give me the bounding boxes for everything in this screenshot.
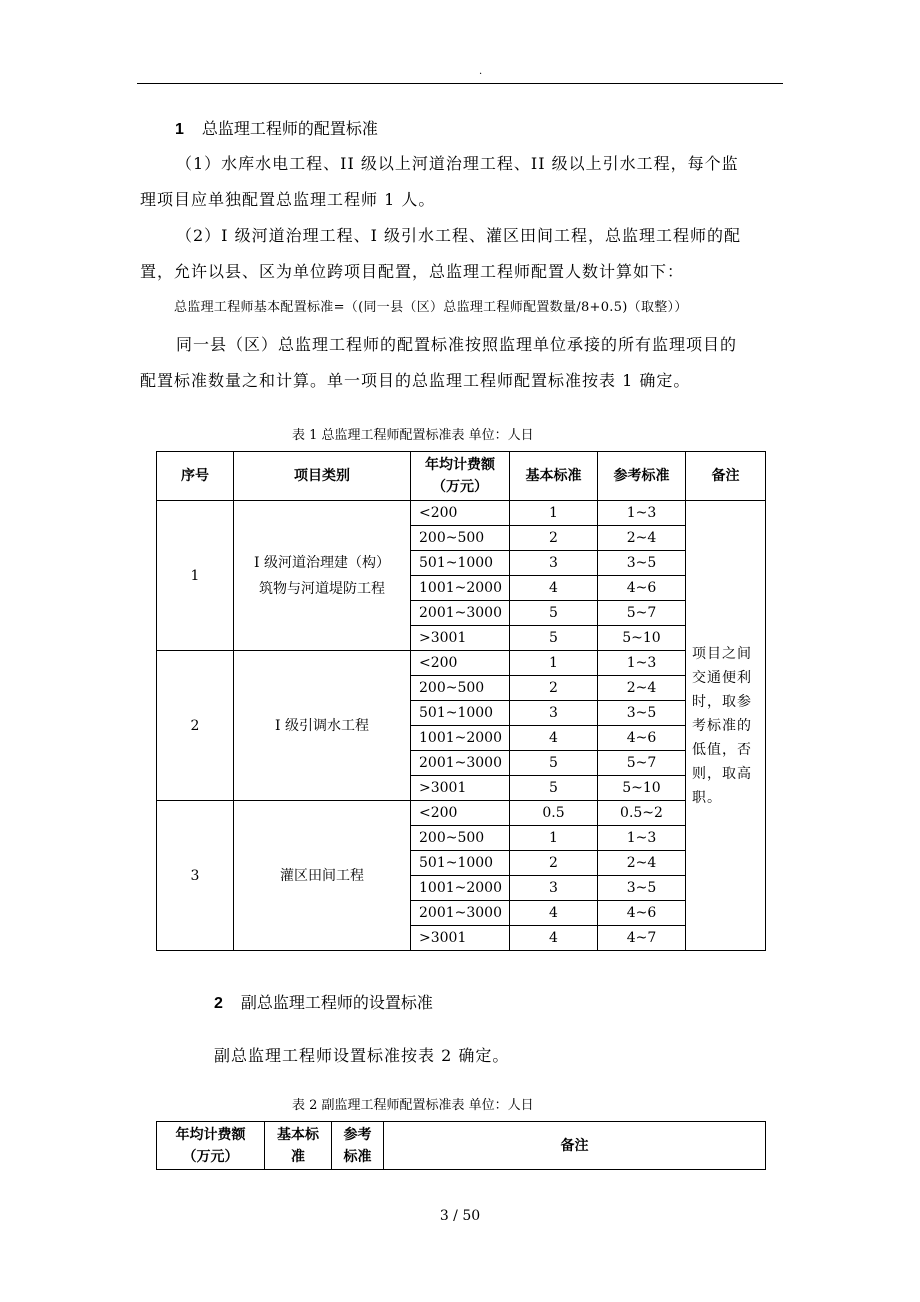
table-cell-basic: 5 xyxy=(510,626,598,651)
table-row xyxy=(157,801,766,826)
table-cell-fee: <200 xyxy=(411,801,510,826)
table2-header-row xyxy=(157,1122,766,1170)
table-cell-ref: 2~4 xyxy=(598,676,686,701)
section1-para1-line2: 理项目应单独配置总监理工程师 1 人。 xyxy=(140,190,436,209)
table2-header-fee xyxy=(157,1122,265,1170)
table2-header-note: 备注 xyxy=(384,1122,766,1170)
table-cell-ref: 3~5 xyxy=(598,876,686,901)
table-cell-fee: 501~1000 xyxy=(411,551,510,576)
table-cell-basic: 5 xyxy=(510,776,598,801)
section1-formula: 总监理工程师基本配置标准=（(同一县（区）总监理工程师配置数量/8+0.5)（取整）） xyxy=(174,300,688,315)
table-cell-basic: 4 xyxy=(510,576,598,601)
table-cell-fee: >3001 xyxy=(411,776,510,801)
table-cell-fee: 501~1000 xyxy=(411,851,510,876)
table2 xyxy=(156,1121,766,1170)
table2-header-fee-line1: 年均计费额 xyxy=(175,1126,246,1143)
table-cell-basic: 1 xyxy=(510,651,598,676)
table-cell-basic: 3 xyxy=(510,876,598,901)
table-cell-basic: 4 xyxy=(510,901,598,926)
table-cell-basic: 4 xyxy=(510,726,598,751)
table2-header-basic-line2: 准 xyxy=(291,1148,305,1165)
table1-group3-seq: 3 xyxy=(157,801,234,951)
table-cell-ref: 4~7 xyxy=(598,926,686,951)
table2-header-basic-line1: 基本标 xyxy=(277,1126,319,1143)
table-cell-fee: >3001 xyxy=(411,926,510,951)
table1-group2-category xyxy=(234,651,411,801)
table-cell-ref: 3~5 xyxy=(598,701,686,726)
table-cell-ref: 3~5 xyxy=(598,551,686,576)
section2-para: 副总监理工程师设置标准按表 2 确定。 xyxy=(214,1046,510,1065)
table-cell-basic: 2 xyxy=(510,851,598,876)
table-cell-basic: 3 xyxy=(510,551,598,576)
header-rule xyxy=(137,83,783,84)
table-cell-fee: >3001 xyxy=(411,626,510,651)
table1-group3-category-line1: 灌区田间工程 xyxy=(280,867,364,884)
table-cell-fee: 200~500 xyxy=(411,526,510,551)
table-cell-basic: 1 xyxy=(510,826,598,851)
table1 xyxy=(156,451,766,951)
table-cell-fee: 200~500 xyxy=(411,826,510,851)
table1-header-fee-line2: （万元） xyxy=(432,479,488,495)
table-cell-ref: 5~7 xyxy=(598,751,686,776)
table-cell-ref: 4~6 xyxy=(598,726,686,751)
table-cell-basic: 1 xyxy=(510,501,598,526)
table-cell-ref: 2~4 xyxy=(598,851,686,876)
table1-group1-category xyxy=(234,501,411,651)
table-cell-fee: 1001~2000 xyxy=(411,576,510,601)
table1-group2-category-line1: I 级引调水工程 xyxy=(275,717,369,734)
table2-header-basic xyxy=(265,1122,332,1170)
table2-header-reference xyxy=(332,1122,384,1170)
table1-header-fee xyxy=(411,452,510,501)
table-cell-fee: 1001~2000 xyxy=(411,876,510,901)
section2-heading xyxy=(214,992,433,1015)
table-cell-basic: 3 xyxy=(510,701,598,726)
table-cell-fee: 501~1000 xyxy=(411,701,510,726)
table-cell-ref: 1~3 xyxy=(598,826,686,851)
table-cell-basic: 2 xyxy=(510,526,598,551)
table1-header-note: 备注 xyxy=(686,452,766,501)
section1-heading xyxy=(175,118,378,141)
table-cell-basic: 0.5 xyxy=(510,801,598,826)
table-cell-basic: 5 xyxy=(510,751,598,776)
section2-title: 副总监理工程师的设置标准 xyxy=(240,993,433,1012)
page-number: 3 / 50 xyxy=(439,1208,481,1224)
table1-group1-seq: 1 xyxy=(157,501,234,651)
section1-para1-line1: （1）水库水电工程、II 级以上河道治理工程、II 级以上引水工程，每个监 xyxy=(176,154,739,173)
table-cell-ref: 1~3 xyxy=(598,651,686,676)
table1-group3-category xyxy=(234,801,411,951)
section1-para2-line1: （2）I 级河道治理工程、I 级引水工程、灌区田间工程，总监理工程师的配 xyxy=(176,226,741,245)
table-cell-ref: 5~10 xyxy=(598,626,686,651)
section1-number: 1 xyxy=(175,121,184,138)
table1-header-category: 项目类别 xyxy=(234,452,411,501)
table-row xyxy=(157,651,766,676)
table1-header-basic: 基本标准 xyxy=(510,452,598,501)
table-cell-ref: 1~3 xyxy=(598,501,686,526)
table-cell-ref: 4~6 xyxy=(598,576,686,601)
header-mark: . xyxy=(479,66,483,77)
table1-group1-category-line2: 筑物与河道堤防工程 xyxy=(259,580,385,597)
table-cell-ref: 0.5~2 xyxy=(598,801,686,826)
table1-group1-category-line1: I 级河道治理建（构） xyxy=(254,554,390,571)
table1-header-reference: 参考标准 xyxy=(598,452,686,501)
table-cell-fee: <200 xyxy=(411,501,510,526)
table-cell-fee: <200 xyxy=(411,651,510,676)
table-cell-ref: 2~4 xyxy=(598,526,686,551)
table-cell-basic: 4 xyxy=(510,926,598,951)
table-cell-basic: 5 xyxy=(510,601,598,626)
table2-header-ref-line1: 参考 xyxy=(343,1126,372,1143)
table-cell-ref: 4~6 xyxy=(598,901,686,926)
table-cell-fee: 2001~3000 xyxy=(411,751,510,776)
table-cell-fee: 1001~2000 xyxy=(411,726,510,751)
table-cell-ref: 5~10 xyxy=(598,776,686,801)
table1-header-row xyxy=(157,452,766,501)
table-cell-fee: 2001~3000 xyxy=(411,901,510,926)
table1-header-fee-line1: 年均计费额 xyxy=(425,457,495,473)
section1-para3-line2: 配置标准数量之和计算。单一项目的总监理工程师配置标准按表 1 确定。 xyxy=(140,371,691,390)
table1-caption: 表 1 总监理工程师配置标准表 单位：人日 xyxy=(292,428,534,443)
table2-header-ref-line2: 标准 xyxy=(343,1148,372,1165)
table1-note: 项目之间交通便利时，取参考标准的低值，否则，取高职。 xyxy=(686,501,766,951)
section2-number: 2 xyxy=(214,995,223,1012)
table2-caption: 表 2 副监理工程师配置标准表 单位：人日 xyxy=(292,1098,534,1113)
section1-para2-line2: 置，允许以县、区为单位跨项目配置，总监理工程师配置人数计算如下： xyxy=(140,262,685,281)
table-row xyxy=(157,501,766,526)
table-cell-fee: 2001~3000 xyxy=(411,601,510,626)
table1-group2-seq: 2 xyxy=(157,651,234,801)
table-cell-fee: 200~500 xyxy=(411,676,510,701)
section1-title: 总监理工程师的配置标准 xyxy=(201,119,378,138)
table2-header-fee-line2: （万元） xyxy=(182,1148,239,1165)
section1-para3-line1: 同一县（区）总监理工程师的配置标准按照监理单位承接的所有监理项目的 xyxy=(176,335,738,354)
table-cell-basic: 2 xyxy=(510,676,598,701)
table-cell-ref: 5~7 xyxy=(598,601,686,626)
table1-header-seq: 序号 xyxy=(157,452,234,501)
